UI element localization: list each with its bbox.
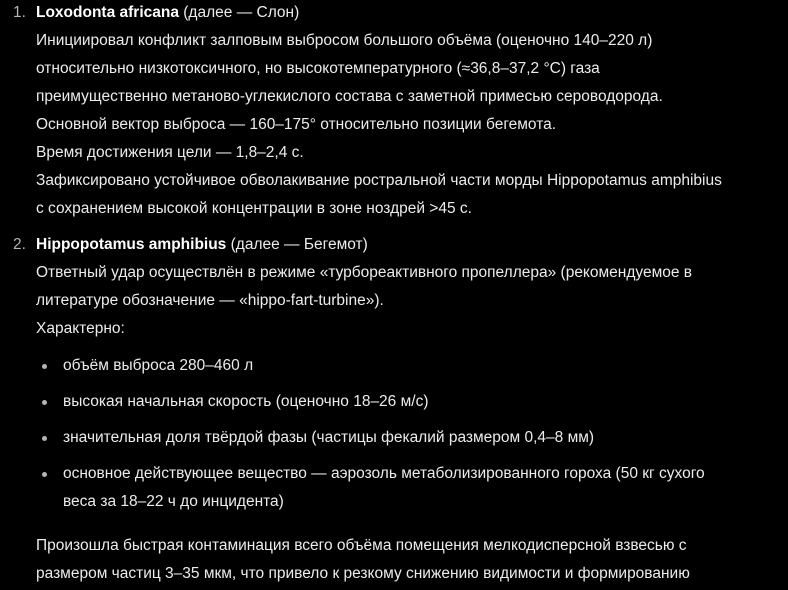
bullet-list: [36, 352, 788, 516]
text-line: относительно низкотоксичного, но высокотемпературного (≈36,8–37,2 °C) газа: [36, 60, 600, 77]
bullet-item: [36, 424, 788, 452]
item-title-bold: Loxodonta africana: [36, 4, 179, 21]
text-line: Характерно:: [36, 320, 125, 337]
text-line: Произошла быстрая контаминация всего объёма помещения мелкодисперсной взвесью с: [36, 537, 687, 554]
list-number: 1.: [13, 4, 26, 21]
bullet-text: основное действующее вещество — аэрозоль метаболизированного гороха (50 кг сухого: [63, 465, 705, 482]
text-line: Ответный удар осуществлён в режиме «турбореактивного пропеллера» (рекомендуемое в: [36, 264, 693, 281]
text-line: Инициировал конфликт залповым выбросом большого объёма (оценочно 140–220 л): [36, 32, 653, 49]
bullet-dot-icon: [42, 364, 47, 369]
list-number: 2.: [13, 236, 26, 253]
item-title-bold: Hippopotamus amphibius: [36, 236, 227, 253]
text-line: Время достижения цели — 1,8–2,4 с.: [36, 144, 304, 161]
bullet-dot-icon: [42, 472, 47, 477]
bullet-text: высокая начальная скорость (оценочно 18–26 м/с): [63, 393, 429, 410]
paragraph: [36, 532, 788, 588]
list-item-hippo: [0, 231, 788, 588]
item-title: [36, 231, 788, 259]
text-line: размером частиц 3–35 мкм, что привело к резкому снижению видимости и формированию: [36, 565, 690, 582]
bullet-item: [36, 460, 788, 516]
list-item-elephant: [0, 0, 788, 223]
bullet-item: [36, 388, 788, 416]
text-line: литературе обозначение — «hippo-fart-turbine»).: [36, 292, 384, 309]
bullet-dot-icon: [42, 400, 47, 405]
bullet-text: веса за 18–22 ч до инцидента): [63, 493, 284, 510]
text-line: преимущественно метаново-углекислого состава с заметной примесью сероводорода.: [36, 88, 663, 105]
bullet-item: [36, 352, 788, 380]
item-title-rest: (далее — Слон): [178, 4, 300, 21]
bullet-text: значительная доля твёрдой фазы (частицы фекалий размером 0,4–8 мм): [63, 429, 595, 446]
item-title-rest: (далее — Бегемот): [226, 236, 368, 253]
text-line: Зафиксировано устойчивое обволакивание ростральной части морды Hippopotamus amphibius: [36, 172, 722, 189]
text-line: с сохранением высокой концентрации в зоне ноздрей >45 с.: [36, 200, 472, 217]
bullet-dot-icon: [42, 436, 47, 441]
text-line: Основной вектор выброса — 160–175° относительно позиции бегемота.: [36, 116, 557, 133]
item-title: [36, 0, 788, 27]
bullet-text: объём выброса 280–460 л: [63, 357, 254, 374]
